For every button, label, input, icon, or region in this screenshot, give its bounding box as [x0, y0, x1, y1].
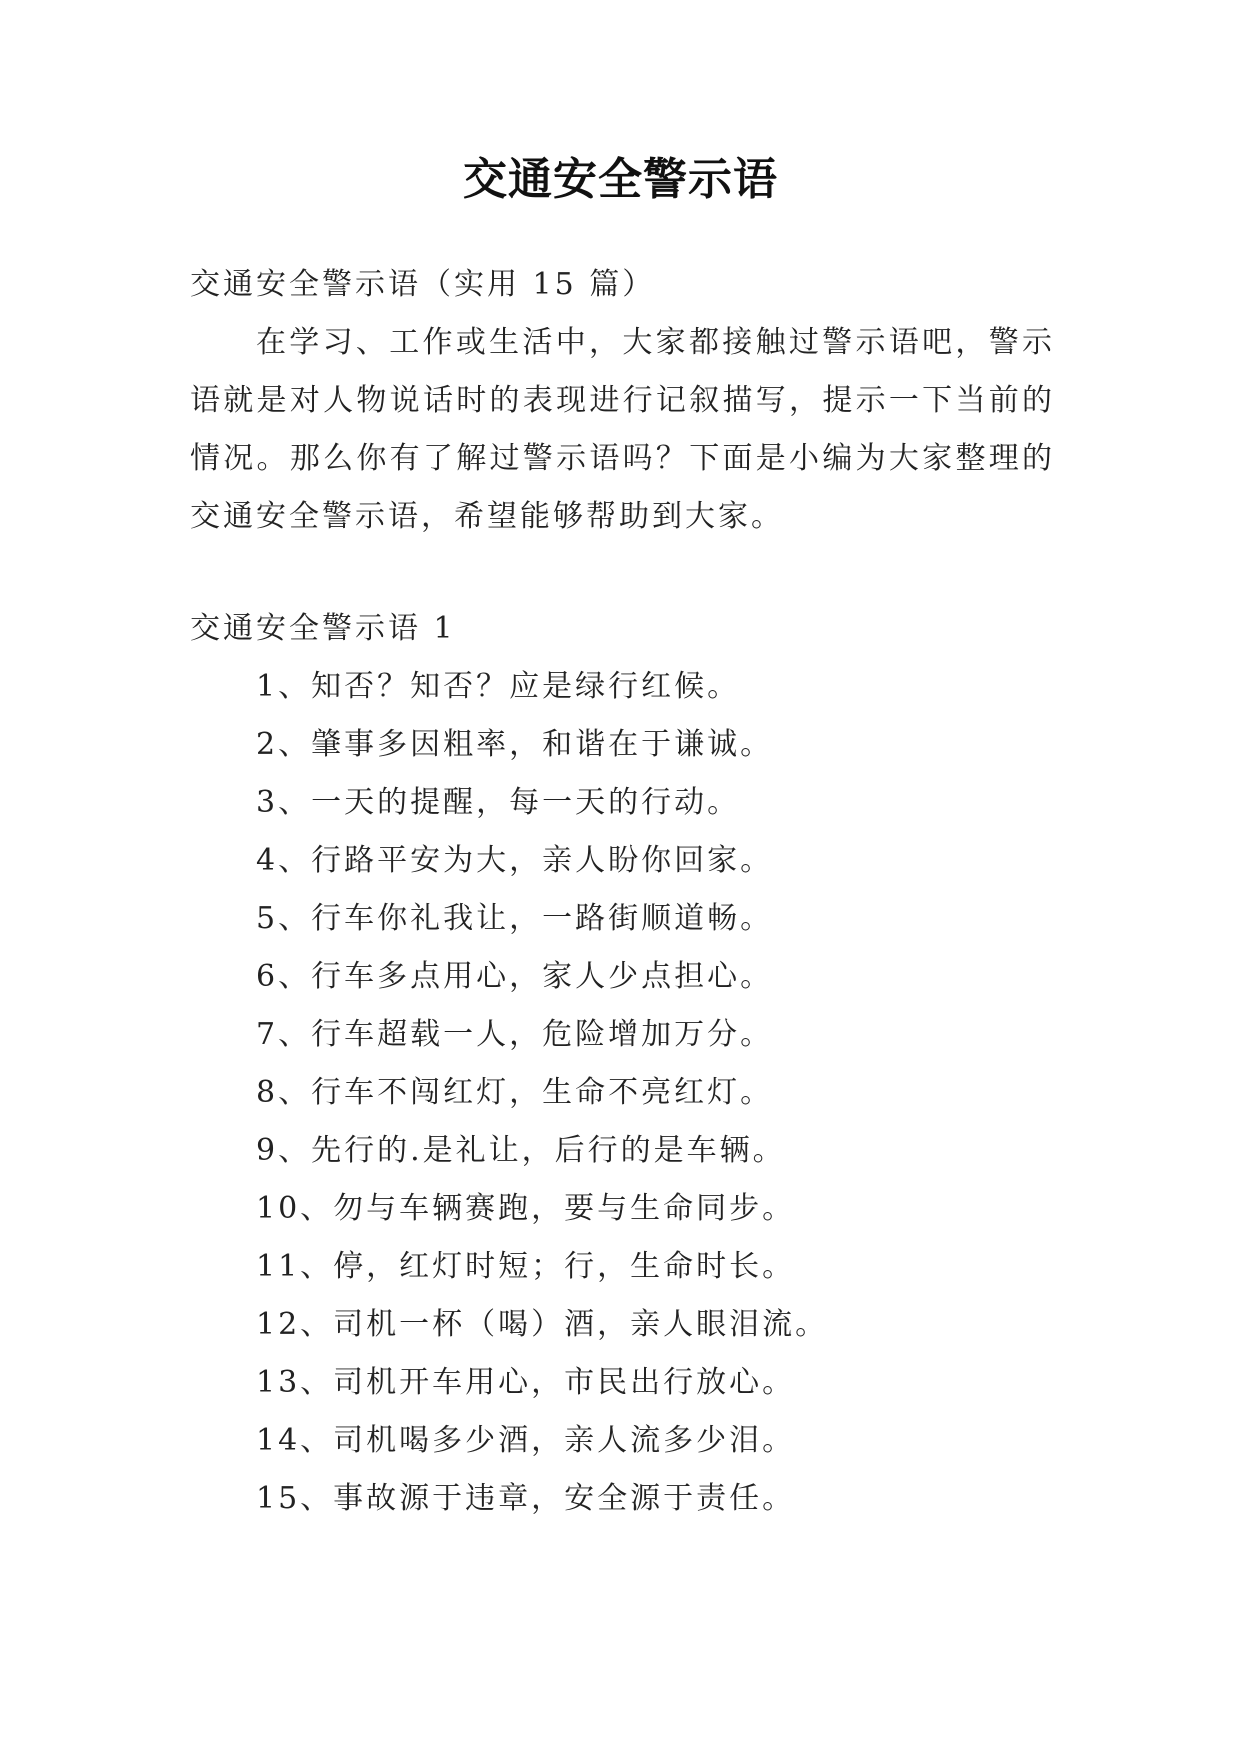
slogan-item: 8、行车不闯红灯，生命不亮红灯。 — [256, 1075, 774, 1110]
slogan-item: 15、事故源于违章，安全源于责任。 — [256, 1481, 796, 1516]
document-title: 交通安全警示语 — [463, 154, 778, 205]
slogan-item: 10、勿与车辆赛跑，要与生命同步。 — [256, 1191, 796, 1226]
document-body — [190, 256, 1055, 1528]
document-subtitle: 交通安全警示语（实用 15 篇） — [190, 267, 656, 302]
slogan-item: 12、司机一杯（喝）酒，亲人眼泪流。 — [256, 1307, 829, 1342]
slogan-item: 1、知否？知否？应是绿行红候。 — [256, 669, 741, 704]
section-1 — [190, 600, 1055, 1528]
slogan-item: 7、行车超载一人，危险增加万分。 — [256, 1017, 774, 1052]
slogan-item: 13、司机开车用心，市民出行放心。 — [256, 1365, 796, 1400]
slogan-item: 14、司机喝多少酒，亲人流多少泪。 — [256, 1423, 796, 1458]
slogan-item: 2、肇事多因粗率，和谐在于谦诚。 — [256, 727, 774, 762]
slogan-item: 9、先行的.是礼让，后行的是车辆。 — [256, 1133, 786, 1168]
section-heading: 交通安全警示语 1 — [190, 611, 456, 646]
slogan-item: 4、行路平安为大，亲人盼你回家。 — [256, 843, 774, 878]
slogan-list — [190, 658, 1055, 1528]
intro-paragraph: 在学习、工作或生活中，大家都接触过警示语吧，警示语就是对人物说话时的表现进行记叙描写，提示一下当前的情况。那么你有了解过警示语吗？下面是小编为大家整理的交通安全警示语，希望能够帮助到大家。 — [190, 325, 1055, 534]
slogan-item: 3、一天的提醒，每一天的行动。 — [256, 785, 741, 820]
slogan-item: 5、行车你礼我让，一路街顺道畅。 — [256, 901, 774, 936]
slogan-item: 6、行车多点用心，家人少点担心。 — [256, 959, 774, 994]
slogan-item: 11、停，红灯时短；行，生命时长。 — [256, 1249, 796, 1284]
